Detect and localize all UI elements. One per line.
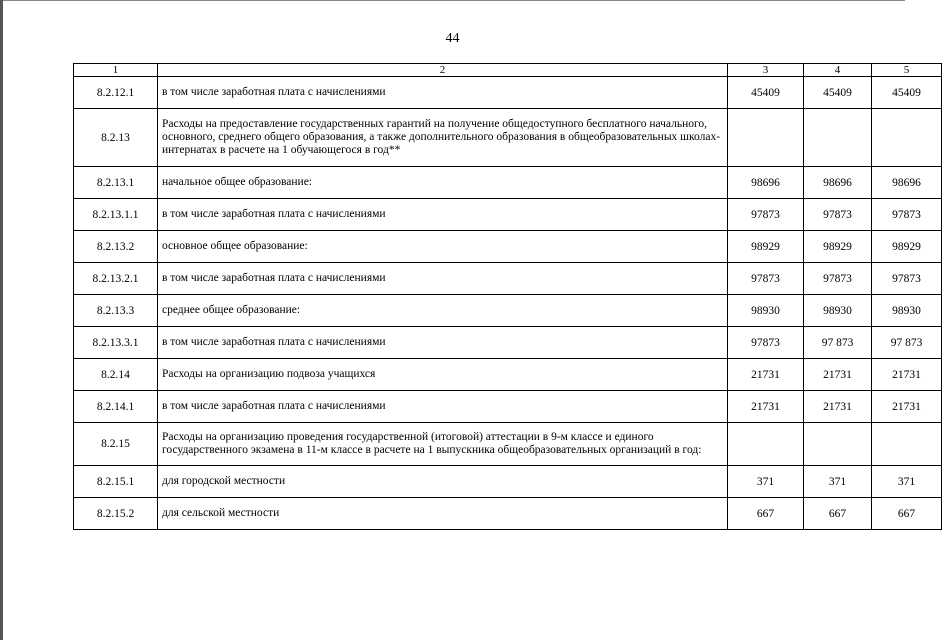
row-value-col4: 45409 [804, 77, 872, 109]
row-value-col5: 98930 [872, 295, 942, 327]
row-value-col5: 21731 [872, 359, 942, 391]
row-value-col5: 97873 [872, 199, 942, 231]
row-value-col3 [728, 423, 804, 466]
row-description-cell: для сельской местности [158, 498, 728, 530]
row-value-col5: 667 [872, 498, 942, 530]
table-row [74, 359, 942, 391]
row-code-cell: 8.2.14.1 [74, 391, 158, 423]
row-code-cell: 8.2.13.3 [74, 295, 158, 327]
row-value-col3: 21731 [728, 391, 804, 423]
page-number: 44 [445, 31, 460, 46]
column-header: 4 [804, 64, 872, 77]
row-value-col5: 98929 [872, 231, 942, 263]
row-value-col3: 98696 [728, 167, 804, 199]
row-value-col5 [872, 109, 942, 167]
row-value-col4 [804, 109, 872, 167]
row-value-col3: 97873 [728, 263, 804, 295]
table-body [74, 77, 942, 530]
row-description-cell: начальное общее образование: [158, 167, 728, 199]
column-header: 5 [872, 64, 942, 77]
budget-table [73, 63, 942, 530]
row-value-col4: 97873 [804, 263, 872, 295]
row-code-cell: 8.2.13.3.1 [74, 327, 158, 359]
table-row [74, 391, 942, 423]
row-value-col5 [872, 423, 942, 466]
row-value-col4: 98929 [804, 231, 872, 263]
table-row [74, 423, 942, 466]
row-value-col3 [728, 109, 804, 167]
row-description-cell: в том числе заработная плата с начислениями [158, 391, 728, 423]
row-value-col3: 667 [728, 498, 804, 530]
column-header: 3 [728, 64, 804, 77]
row-code-cell: 8.2.13.1.1 [74, 199, 158, 231]
row-code-cell: 8.2.13 [74, 109, 158, 167]
table-row [74, 263, 942, 295]
scan-top-edge [0, 0, 905, 1]
row-value-col3: 45409 [728, 77, 804, 109]
row-value-col5: 97 873 [872, 327, 942, 359]
row-value-col4: 97 873 [804, 327, 872, 359]
row-code-cell: 8.2.14 [74, 359, 158, 391]
row-value-col4 [804, 423, 872, 466]
row-description-cell: Расходы на организацию проведения государственной (итоговой) аттестации в 9-м классе и единого государственного экзамена в 11-м классе в расчете на 1 выпускника общеобразовательных организаций в год: [158, 423, 728, 466]
table-row [74, 199, 942, 231]
row-value-col4: 21731 [804, 359, 872, 391]
row-value-col5: 97873 [872, 263, 942, 295]
row-description-cell: в том числе заработная плата с начислениями [158, 77, 728, 109]
column-header: 2 [158, 64, 728, 77]
column-header: 1 [74, 64, 158, 77]
row-value-col4: 98930 [804, 295, 872, 327]
table-row [74, 327, 942, 359]
table-row [74, 109, 942, 167]
row-description-cell: для городской местности [158, 466, 728, 498]
row-code-cell: 8.2.13.2.1 [74, 263, 158, 295]
row-value-col5: 98696 [872, 167, 942, 199]
row-value-col5: 371 [872, 466, 942, 498]
row-description-cell: в том числе заработная плата с начислениями [158, 199, 728, 231]
table-header-row [74, 64, 942, 77]
row-code-cell: 8.2.15 [74, 423, 158, 466]
table-row [74, 231, 942, 263]
scan-left-edge [0, 0, 3, 640]
row-value-col5: 21731 [872, 391, 942, 423]
row-value-col4: 21731 [804, 391, 872, 423]
table-row [74, 77, 942, 109]
row-code-cell: 8.2.13.1 [74, 167, 158, 199]
row-value-col4: 97873 [804, 199, 872, 231]
row-value-col4: 371 [804, 466, 872, 498]
row-code-cell: 8.2.12.1 [74, 77, 158, 109]
row-description-cell: Расходы на организацию подвоза учащихся [158, 359, 728, 391]
table-row [74, 498, 942, 530]
table-row [74, 167, 942, 199]
row-value-col3: 97873 [728, 327, 804, 359]
row-code-cell: 8.2.13.2 [74, 231, 158, 263]
row-code-cell: 8.2.15.2 [74, 498, 158, 530]
row-description-cell: основное общее образование: [158, 231, 728, 263]
row-description-cell: Расходы на предоставление государственных гарантий на получение общедоступного бесплатного начального, основного, среднего общего образования, а также дополнительного образования в общеобразовательных школах-интернатах в расчете на 1 обучающегося в год** [158, 109, 728, 167]
row-value-col5: 45409 [872, 77, 942, 109]
row-value-col4: 667 [804, 498, 872, 530]
row-value-col4: 98696 [804, 167, 872, 199]
row-description-cell: в том числе заработная плата с начислениями [158, 263, 728, 295]
table-row [74, 295, 942, 327]
row-value-col3: 97873 [728, 199, 804, 231]
table-row [74, 466, 942, 498]
row-value-col3: 371 [728, 466, 804, 498]
row-value-col3: 21731 [728, 359, 804, 391]
row-code-cell: 8.2.15.1 [74, 466, 158, 498]
row-value-col3: 98929 [728, 231, 804, 263]
row-value-col3: 98930 [728, 295, 804, 327]
row-description-cell: в том числе заработная плата с начислениями [158, 327, 728, 359]
row-description-cell: среднее общее образование: [158, 295, 728, 327]
